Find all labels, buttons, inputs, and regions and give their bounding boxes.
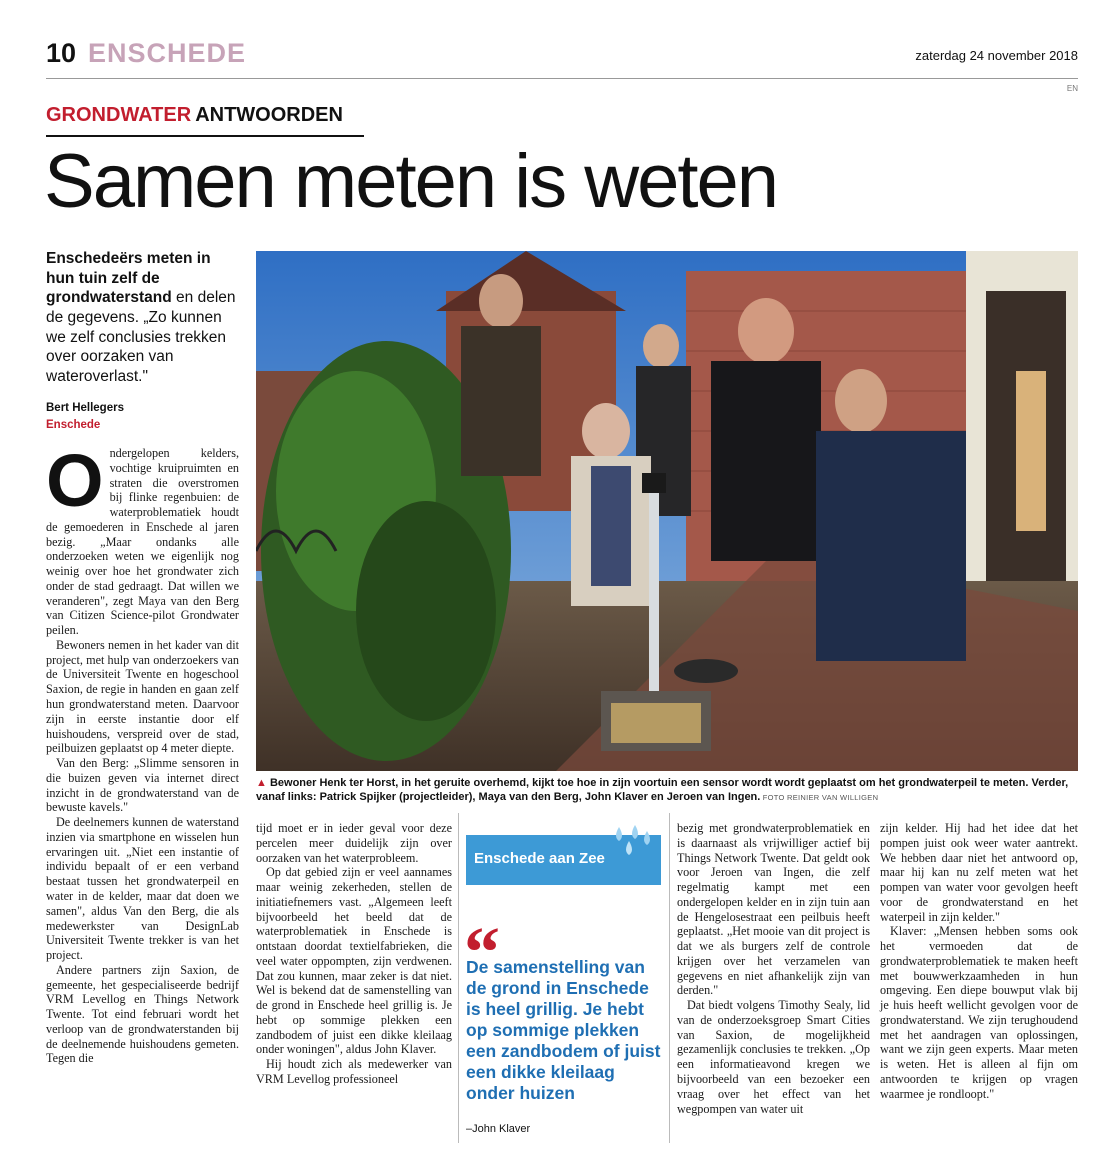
pull-quote: De samenstelling van de grond in Enschede is heel grillig. Je hebt op sommige plekken een zandbodem of juist een dikke kleilaag onder huizen xyxy=(466,957,661,1103)
column-separator xyxy=(669,813,670,1143)
headline: Samen meten is weten xyxy=(44,139,778,224)
body-paragraph: Bewoners nemen in het kader van dit project, met hulp van onderzoekers van de Universiteit Twente en hogeschool Saxion, de regie in handen en gaan zelf hun grondwaterstand meten. Daarvoor zijn in eerste instantie door elf huishoudens, verspreid over de stad, peilbuizen geplaatst op 4 meter diepte. xyxy=(46,637,239,756)
body-paragraph: bezig met grondwaterproblematiek en is daarnaast als vrijwilliger actief bij Things Network Twente. Dat geldt ook voor Jeroen van Ingen, die zelf regelmatig kampt met een ondergelopen kelder en in zijn tuin aan de Hengelosestraat een peilbuis heeft geplaatst. „Het mooie van dit project is dat we als burgers zelf de controle krijgen over het verzamelen van gegevens en niet afhankelijk zijn van derden." xyxy=(677,821,870,998)
photo-illustration xyxy=(256,251,1078,771)
kicker-topic: GRONDWATER xyxy=(46,104,192,126)
body-paragraph: Van den Berg: „Slimme sensoren in die buizen geven via internet direct inzicht in de grondwaterstand van de bewuste kavels." xyxy=(46,756,239,815)
quote-mark: “ xyxy=(464,912,500,992)
article-photo xyxy=(256,251,1078,771)
page-number: 10 xyxy=(46,38,77,68)
series-logo-text: Enschede aan Zee xyxy=(474,850,605,867)
kicker xyxy=(46,104,376,138)
kicker-label: ANTWOORDEN xyxy=(195,104,343,126)
drop-cap: O xyxy=(46,439,104,522)
page-header xyxy=(46,38,1078,68)
series-logo xyxy=(466,835,661,885)
body-paragraph: Hij houdt zich als medewerker van VRM Levellog professioneel xyxy=(256,1057,452,1087)
edition-code: EN xyxy=(1066,84,1078,93)
lead-bold: Enschedeërs meten in hun tuin zelf de grondwaterstand xyxy=(46,250,211,307)
caption-text: Bewoner Henk ter Horst, in het geruite overhemd, kijkt toe hoe in zijn voortuin een sensor wordt wordt geplaatst om het grondwaterpeil te meten. Verder, vanaf links: Patrick Spijker (projectleider), Maya van den Berg, John Klaver en Jeroen van Ingen. xyxy=(256,777,1069,804)
byline-author: Bert Hellegers xyxy=(46,402,124,414)
body-column-1 xyxy=(46,439,239,1066)
photo-credit: FOTO REINIER VAN WILLIGEN xyxy=(760,793,879,803)
body-paragraph: Ondergelopen kelders, vochtige kruipruimten en straten die overstromen bij flinke regenbuien: de waterproblematiek houdt de gemoederen in Enschede al jaren bezig. „Maar ondanks alle onderzoeken weten we eigenlijk nog weinig over hoe het grondwater zich onder de stad gedraagt. Dat willen we veranderen", zegt Maya van den Berg van Citizen Science-pilot Grondwater peilen. xyxy=(46,439,239,638)
kicker-underline xyxy=(46,135,364,137)
header-rule xyxy=(46,78,1078,79)
column-separator xyxy=(458,813,459,1143)
body-paragraph: Dat biedt volgens Timothy Sealy, lid van de onderzoeksgroep Smart Cities van Saxion, de mogelijkheid gezamenlijk conclusies te trekken. „Op een informatieavond kregen we bijvoorbeeld van een bezoeker een vraag over het effect van het wegpompen van water uit xyxy=(677,998,870,1116)
body-paragraph: Op dat gebied zijn er veel aannames maar weinig zekerheden, stellen de initiatiefnemers vast. „Algemeen leeft bijvoorbeeld het beeld dat de waterproblematiek in Enschede is ontstaan doordat textielfabrieken, die veel water oppompten, zijn verdwenen. Dat zou kunnen, maar zeker is dat niet. Wel is bekend dat de samenstelling van de grond in Enschede heel grillig is. Je hebt op sommige plekken een zandbodem of juist een dikke kleilaag onder woningen", aldus John Klaver. xyxy=(256,865,452,1057)
body-paragraph: zijn kelder. Hij had het idee dat het pompen juist ook weer water aantrekt. We hebben daar niet het antwoord op, maar hij kan nu zelf meten wat het pompen van water voor gevolgen heeft voor de grondwaterstand en het waterpeil in zijn kelder." xyxy=(880,821,1078,924)
body-paragraph: De deelnemers kunnen de waterstand inzien via smartphone en wisselen hun ervaringen uit. „Niet een instantie of individu bepaalt of er een verband bestaat tussen het grondwaterpeil en water in de kelder, maar dat doen we samen", aldus Van den Berg, die als medewerkster van DesignLab Universiteit Twente trekker is van het project. xyxy=(46,815,239,963)
lead-rest: en delen de gegevens. „Zo kunnen we zelf conclusies trekken over oorzaken van wateroverlast." xyxy=(46,289,236,386)
body-paragraph: tijd moet er in ieder geval voor deze percelen meer duidelijk zijn over oorzaken van het waterprobleem. xyxy=(256,821,452,865)
pull-quote-author: –John Klaver xyxy=(466,1123,531,1135)
water-drops-icon xyxy=(607,823,657,863)
body-column-4 xyxy=(677,821,870,1116)
section-name: ENSCHEDE xyxy=(88,38,247,68)
caption-marker: ▲ xyxy=(256,777,267,789)
lead-paragraph xyxy=(46,249,238,387)
byline-place: Enschede xyxy=(46,419,101,431)
body-paragraph: Andere partners zijn Saxion, de gemeente, het gespecialiseerde bedrijf VRM Levellog en Things Network Twente. Tot eind februari wordt het verloop van de grondwaterstanden bij de deelnemende huishoudens gemeten. Tegen die xyxy=(46,962,239,1066)
body-column-2 xyxy=(256,821,452,1087)
body-column-5 xyxy=(880,821,1078,1102)
issue-date: zaterdag 24 november 2018 xyxy=(915,48,1078,63)
body-paragraph: Klaver: „Mensen hebben soms ook het vermoeden dat de grondwaterproblematiek te maken heeft met bouwwerkzaamheden in hun omgeving. Een diepe bouwput vlak bij je huis heeft wellicht gevolgen voor de grondwaterstand. We zijn terughoudend met het aandragen van oplossingen, want we zijn geen experts. Maar meten is weten. Het is alleen al fijn om antwoorden te krijgen op vragen waarmee je rondloopt." xyxy=(880,924,1078,1101)
photo-caption xyxy=(256,776,1078,805)
